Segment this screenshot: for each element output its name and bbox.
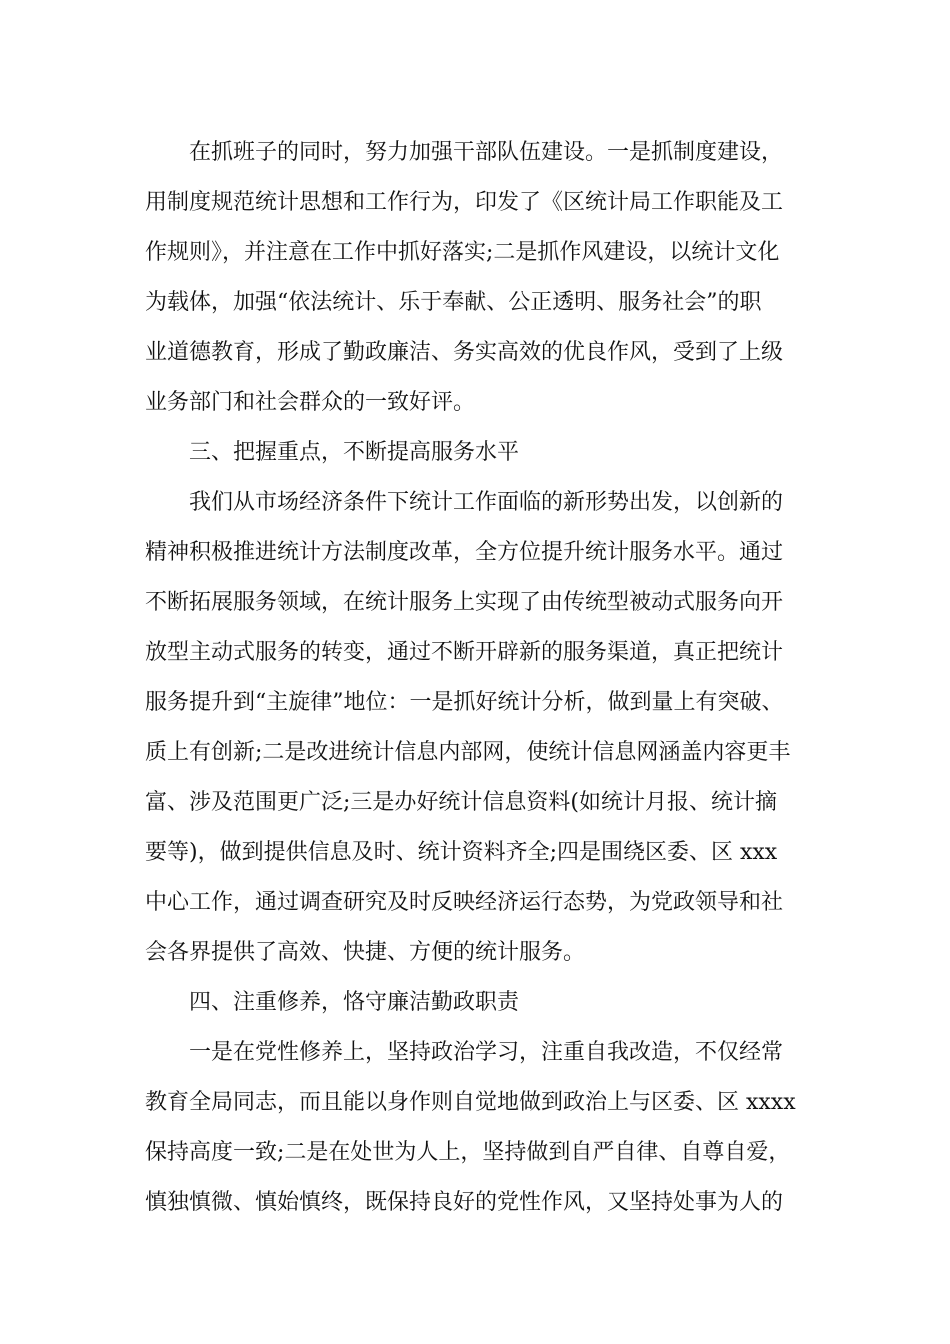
paragraph-line: 质上有创新;二是改进统计信息内部网，使统计信息网涵盖内容更丰 [145, 740, 791, 765]
paragraph-line: 业道德教育，形成了勤政廉洁、务实高效的优良作风，受到了上级 [145, 340, 784, 365]
document-body [145, 128, 805, 1228]
paragraph-line: 为载体，加强“依法统计、乐于奉献、公正透明、服务社会”的职 [145, 290, 762, 315]
paragraph-line: 教育全局同志，而且能以身作则自觉地做到政治上与区委、区 xxxx [145, 1090, 796, 1115]
section-heading: 三、把握重点，不断提高服务水平 [189, 440, 520, 465]
paragraph-line: 放型主动式服务的转变，通过不断开辟新的服务渠道，真正把统计 [145, 640, 784, 665]
paragraph-line: 我们从市场经济条件下统计工作面临的新形势出发，以创新的 [189, 490, 784, 515]
paragraph-line: 要等)，做到提供信息及时、统计资料齐全;四是围绕区委、区 xxx [145, 840, 778, 865]
paragraph-line: 精神积极推进统计方法制度改革，全方位提升统计服务水平。通过 [145, 540, 784, 565]
paragraph-line: 用制度规范统计思想和工作行为，印发了《区统计局工作职能及工 [145, 190, 784, 215]
section-heading: 四、注重修养，恪守廉洁勤政职责 [189, 990, 520, 1015]
paragraph-line: 作规则》，并注意在工作中抓好落实;二是抓作风建设，以统计文化 [145, 240, 780, 265]
paragraph-line: 不断拓展服务领域，在统计服务上实现了由传统型被动式服务向开 [145, 590, 784, 615]
paragraph-line: 业务部门和社会群众的一致好评。 [145, 390, 476, 415]
paragraph-line: 慎独慎微、慎始慎终，既保持良好的党性作风，又坚持处事为人的 [145, 1190, 784, 1215]
paragraph-line: 一是在党性修养上，坚持政治学习，注重自我改造，不仅经常 [189, 1040, 784, 1065]
paragraph-line: 在抓班子的同时，努力加强干部队伍建设。一是抓制度建设， [189, 140, 784, 165]
paragraph-line: 服务提升到“主旋律”地位：一是抓好统计分析，做到量上有突破、 [145, 690, 784, 715]
paragraph-line: 富、涉及范围更广泛;三是办好统计信息资料(如统计月报、统计摘 [145, 790, 777, 815]
paragraph-line: 保持高度一致;二是在处世为人上，坚持做到自严自律、自尊自爱， [145, 1140, 791, 1165]
paragraph-line: 会各界提供了高效、快捷、方便的统计服务。 [145, 940, 586, 965]
paragraph-line: 中心工作，通过调查研究及时反映经济运行态势，为党政领导和社 [145, 890, 784, 915]
